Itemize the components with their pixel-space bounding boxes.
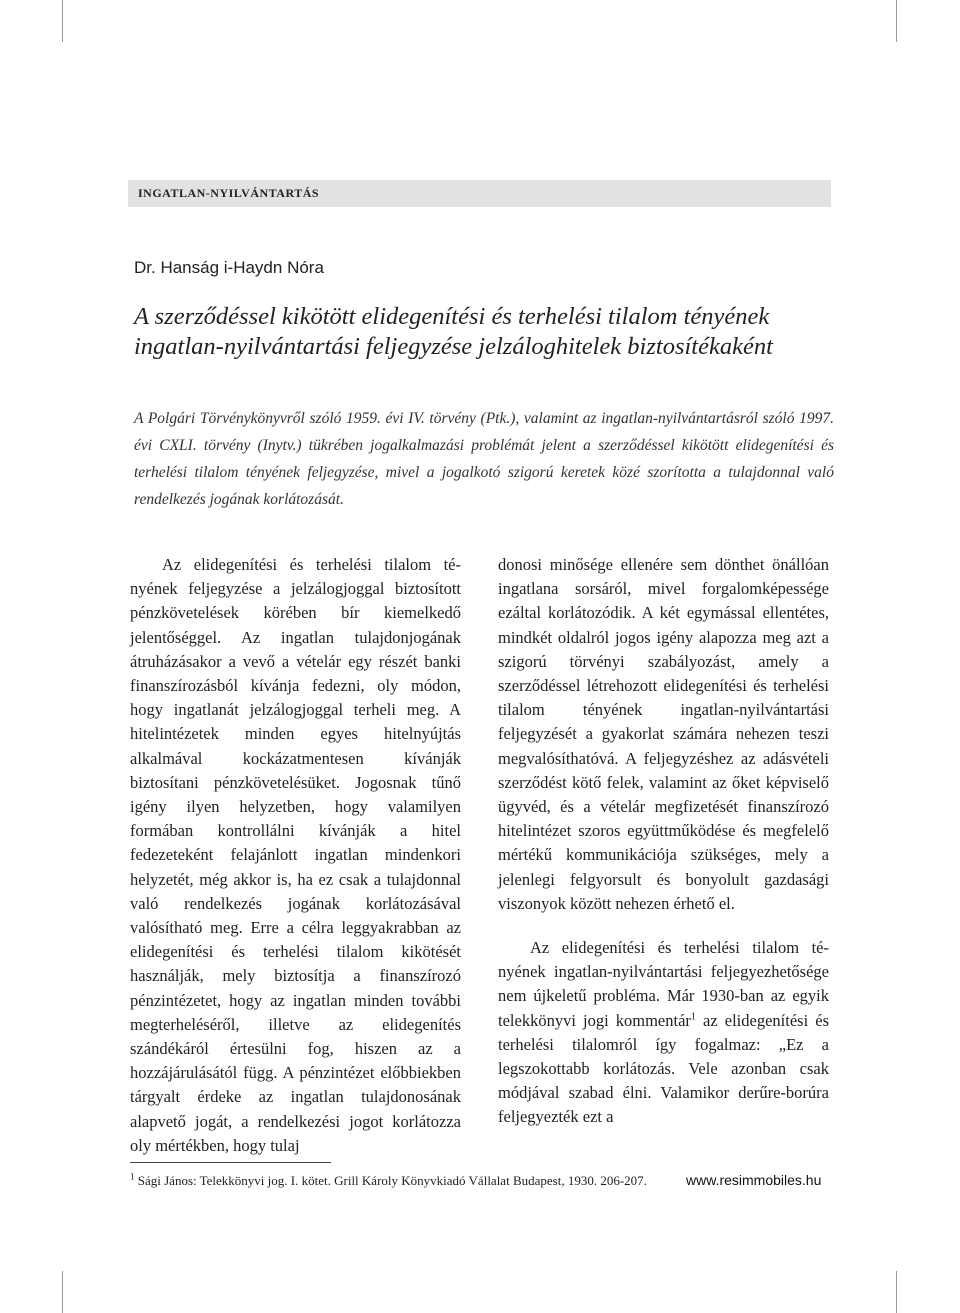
footnote xyxy=(130,1173,647,1189)
author-name: Dr. Hanság i-Haydn Nóra xyxy=(134,258,324,277)
footnote-text: Sági János: Telekkönyvi jog. I. kötet. Grill Károly Könyvkiadó Vállalat Budapest, 1930. 206-207. xyxy=(137,1173,647,1188)
crop-mark-top-left xyxy=(52,0,63,42)
section-label: INGATLAN-NYILVÁNTARTÁS xyxy=(138,186,320,200)
body-paragraph: Az elidegenítési és terhelési tilalom tényének feljegyzése a jelzálogjoggal biztosított pénzkövetelések körében bír kiemelkedő jelentőséggel. Az ingatlan tulajdonjogának átruházásakor a vevő a vételár egy részét banki finanszírozásból kívánja fedezni, oly módon, hogy ingatlanát jelzálogjoggal terheli meg. A hitelintézetek minden egyes hitelnyújtás alkalmával kockázatmentesen kívánják biztosítani pénzkövetelésüket. Jogosnak tűnő igény ilyen helyzetben, hogy valamilyen formában kontrollálni kívánják a hitel fedezeteként felajánlott ingatlan mindenkori helyzetét, még akkor is, ha ez csak a tulajdonnal való rendelkezés jogának korlátozásával valósítható meg. Erre a célra leggyakrabban az elidegenítési és terhelési tilalom kikötését használják, mely biztosítja a finanszírozó pénzintézetet, hogy az ingatlan minden további megterheléséről, illetve az elidegenítés szándékáról értesülni fog, hiszen az a hozzájárulásától függ. A pénzintézet előbbiekben tárgyalt érdeke az ingatlan tulajdonosának alapvető jogát, a rendelkezési jogot korlátozza oly mértékben, hogy tulaj xyxy=(130,555,461,1155)
footnote-number: 1 xyxy=(130,1171,135,1182)
body-column-right xyxy=(498,553,829,1130)
body-paragraph xyxy=(498,936,829,1130)
crop-mark-bottom-left xyxy=(52,1271,63,1313)
crop-mark-top-right xyxy=(896,0,907,42)
paragraph-text-continued: az elidegenítési és terhelési tilalomról így fogalmaz: „Ez a legszokottabb korlátozás. Vele azonban csak módjával szabad élni. Valamikor derűre-borúra feljegyezték ezt a xyxy=(498,1010,829,1127)
body-column-left xyxy=(130,553,461,1158)
title-line-2: ingatlan-nyilvántartási feljegyzése jelzáloghitelek biztosítékaként xyxy=(134,333,773,360)
article-title xyxy=(134,302,834,362)
footnote-reference[interactable]: 1 xyxy=(690,1011,696,1023)
watermark-url: www.resimmobiles.hu xyxy=(686,1172,822,1188)
footnote-divider xyxy=(130,1162,331,1163)
paragraph-text: Az elidegenítési és terhelési tilalom tényének ingatlan-nyilvántartási feljegyezhetősége nem újkeletű probléma. Már 1930-ban az egyik telekkönyvi jogi kommentár xyxy=(498,938,829,1030)
crop-mark-bottom-right xyxy=(896,1271,907,1313)
section-header-bar xyxy=(128,180,831,207)
title-line-1: A szerződéssel kikötött elidegenítési és terhelési tilalom tényének xyxy=(134,303,770,330)
abstract: A Polgári Törvénykönyvről szóló 1959. évi IV. törvény (Ptk.), valamint az ingatlan-nyilvántartásról szóló 1997. évi CXLI. törvény (Inytv.) tükrében jogalkalmazási problémát jelent a szerződéssel kikötött elidegenítési és terhelési tilalom tényének feljegyzése, mivel a jogalkotó szigorú keretek közé szorította a tulajdonnal való rendelkezés jogának korlátozását. xyxy=(134,410,834,508)
body-paragraph-continued: donosi minősége ellenére sem dönthet önállóan ingatlana sorsáról, mivel forgalomképessége ezáltal korlátozódik. A két egymással ellentétes, mindkét oldalról jogos igény alapozza meg azt a szigorú törvényi szabályozást, amely a szerződéssel létrehozott elidegenítési és terhelési tilalom tényének ingatlan-nyilvántartási feljegyzését a gyakorlat számára nehezen teszi megvalósíthatóvá. A feljegyzéshez az adásvételi szerződést kötő felek, valamint az őket képviselő ügyvéd, és a vételár megfizetését finanszírozó hitelintézet szoros együttműködése és megfelelő mértékű kommunikációja szükséges, mely a jelenlegi felgyorsult és bonyolult gazdasági viszonyok között nehezen érhető el. xyxy=(498,555,829,913)
